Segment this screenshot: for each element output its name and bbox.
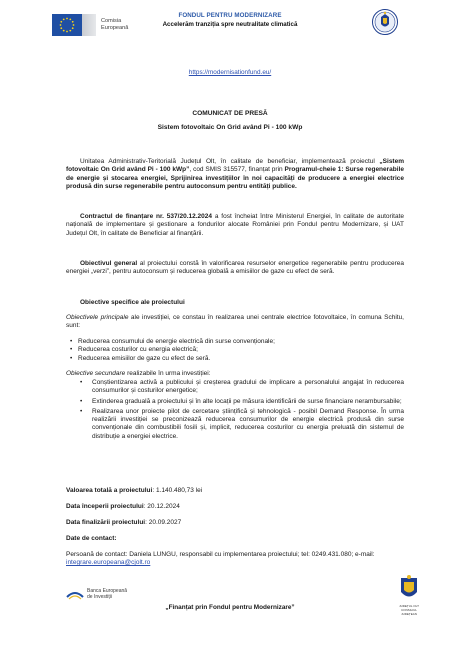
eib-line1: Banca Europeană bbox=[87, 588, 128, 594]
general-objective-text: al proiectului constă în valorificarea resurselor energetice regenerabile pentru producerea energiei „verzi”, pentru autoconsum și reducerea globală a emisiilor de gaze cu efect de seră. bbox=[66, 260, 404, 276]
eib-logo bbox=[66, 587, 127, 601]
total-value-row bbox=[66, 487, 404, 495]
general-objective-label: Obiectivul general bbox=[80, 260, 138, 267]
intro-project-name: „Sistem fotovoltaic On Grid având Pi - 100 kWp” bbox=[66, 158, 404, 174]
olt-county-text bbox=[394, 604, 424, 616]
specific-objectives-heading: Obiective specifice ale proiectului bbox=[80, 299, 185, 306]
fund-title: FONDUL PENTRU MODERNIZARE bbox=[178, 12, 282, 19]
modernisation-fund-link[interactable]: https://modernisationfund.eu/ bbox=[188, 69, 272, 76]
start-date: : 20.12.2024 bbox=[143, 503, 180, 510]
intro-text-1: Unitatea Administrativ-Teritorială Județul Olt, în calitate de beneficiar, implementează proiectul bbox=[80, 158, 380, 165]
list-item: • Reducerea costurilor cu energia electrică; bbox=[70, 346, 404, 354]
list-item: • Conștientizarea activă a publicului și creșterea gradului de implicare a personalului angajat în reducerea consumurilor și costurilor energetice; bbox=[80, 379, 404, 396]
romania-coat-of-arms-icon bbox=[372, 8, 398, 36]
secondary-objectives-label: Obiective secundare bbox=[66, 370, 126, 377]
olt-county-line2: CONSILIUL JUDEȚEAN bbox=[401, 608, 417, 616]
press-release-title: COMUNICAT DE PRESĂ bbox=[192, 110, 268, 117]
list-item: • Realizarea unor proiecte pilot de cercetare științifică și tehnologică - posibil Demand Response. În urma realizării investiției se preconizează reducerea consumurilor de energie electrică produsă din surse convenționale din combustibili fosili și, implicit, reducerea costurilor cu energia preluată din sistemul de distribuție a energiei electrice. bbox=[80, 408, 404, 441]
general-objective-paragraph bbox=[66, 260, 404, 277]
fund-subtitle: Accelerăm tranziția spre neutralitate climatică bbox=[162, 21, 298, 28]
olt-county-line1: JUDEȚUL OLT bbox=[399, 604, 419, 608]
contract-text: a fost încheiat între Ministerul Energiei, în calitate de autoritate națională de implementare și gestionare a fondurilor alocate României prin Fondul pentru Modernizare, și UAT Județul Olt, în calitate de Beneficiar al finanțării. bbox=[66, 213, 404, 237]
contact-text: Persoană de contact: Daniela LUNGU, responsabil cu implementarea proiectului; tel: 0249.431.080; e-mail: bbox=[66, 551, 375, 558]
end-date-label: Data finalizării proiectului bbox=[66, 519, 146, 526]
secondary-objectives-list bbox=[80, 379, 404, 443]
eib-line2: de Investiții bbox=[87, 594, 113, 600]
end-date-row bbox=[66, 519, 404, 527]
olt-county-logo bbox=[398, 574, 420, 620]
total-value-label: Valoarea totală a proiectului bbox=[66, 487, 153, 494]
principal-objectives-text: ale investiției, ce constau în realizarea unei centrale electrice fotovoltaice, în comuna Schitu, sunt: bbox=[66, 314, 404, 330]
eib-mark-icon bbox=[66, 587, 84, 601]
principal-objectives-list bbox=[70, 338, 404, 363]
contract-number: Contractul de finanțare nr. 537/20.12.2024 bbox=[80, 213, 212, 220]
list-item: • Extinderea graduală a proiectului și în alte locații pe măsura identificării de surse financiare nerambursabile; bbox=[80, 398, 404, 406]
contact-email-link[interactable]: integrare.europeana@cjolt.ro bbox=[66, 559, 151, 567]
funding-note: „Finanțat prin Fondul pentru Modernizare” bbox=[165, 604, 295, 611]
secondary-objectives-intro bbox=[66, 370, 404, 378]
eib-logo-text bbox=[87, 588, 127, 600]
list-item: • Reducerea consumului de energie electrică din surse convenționale; bbox=[70, 338, 404, 346]
principal-objectives-label: Obiectivele principale bbox=[66, 314, 129, 321]
project-title: Sistem fotovoltaic On Grid având Pi - 100 kWp bbox=[157, 124, 303, 131]
contact-heading: Date de contact: bbox=[66, 535, 117, 542]
eu-logo-line1: Comisia bbox=[101, 18, 122, 24]
intro-text-2: , cod SMIS 315577, finanțat prin bbox=[189, 166, 285, 174]
start-date-label: Data începerii proiectului bbox=[66, 503, 144, 510]
total-value: : 1.140.480,73 lei bbox=[152, 487, 203, 494]
secondary-objectives-text: realizabile în urma investiției: bbox=[125, 370, 211, 377]
contract-paragraph bbox=[66, 213, 404, 238]
end-date: : 20.09.2027 bbox=[145, 519, 182, 526]
principal-objectives-intro bbox=[66, 314, 404, 331]
eu-logo-line2: Europeană bbox=[101, 25, 129, 31]
intro-paragraph bbox=[66, 158, 404, 191]
contact-details bbox=[66, 551, 404, 568]
start-date-row bbox=[66, 503, 404, 511]
list-item: • Reducerea emisiilor de gaze cu efect de seră. bbox=[70, 355, 404, 363]
intro-program: Programul-cheie 1: Surse regenerabile de energie și stocarea energiei, Sprijinirea investițiilor în noi capacități de producere a energiei electrice produsă din surse regenerabile pentru autoconsum pentru entități publice. bbox=[66, 166, 404, 190]
